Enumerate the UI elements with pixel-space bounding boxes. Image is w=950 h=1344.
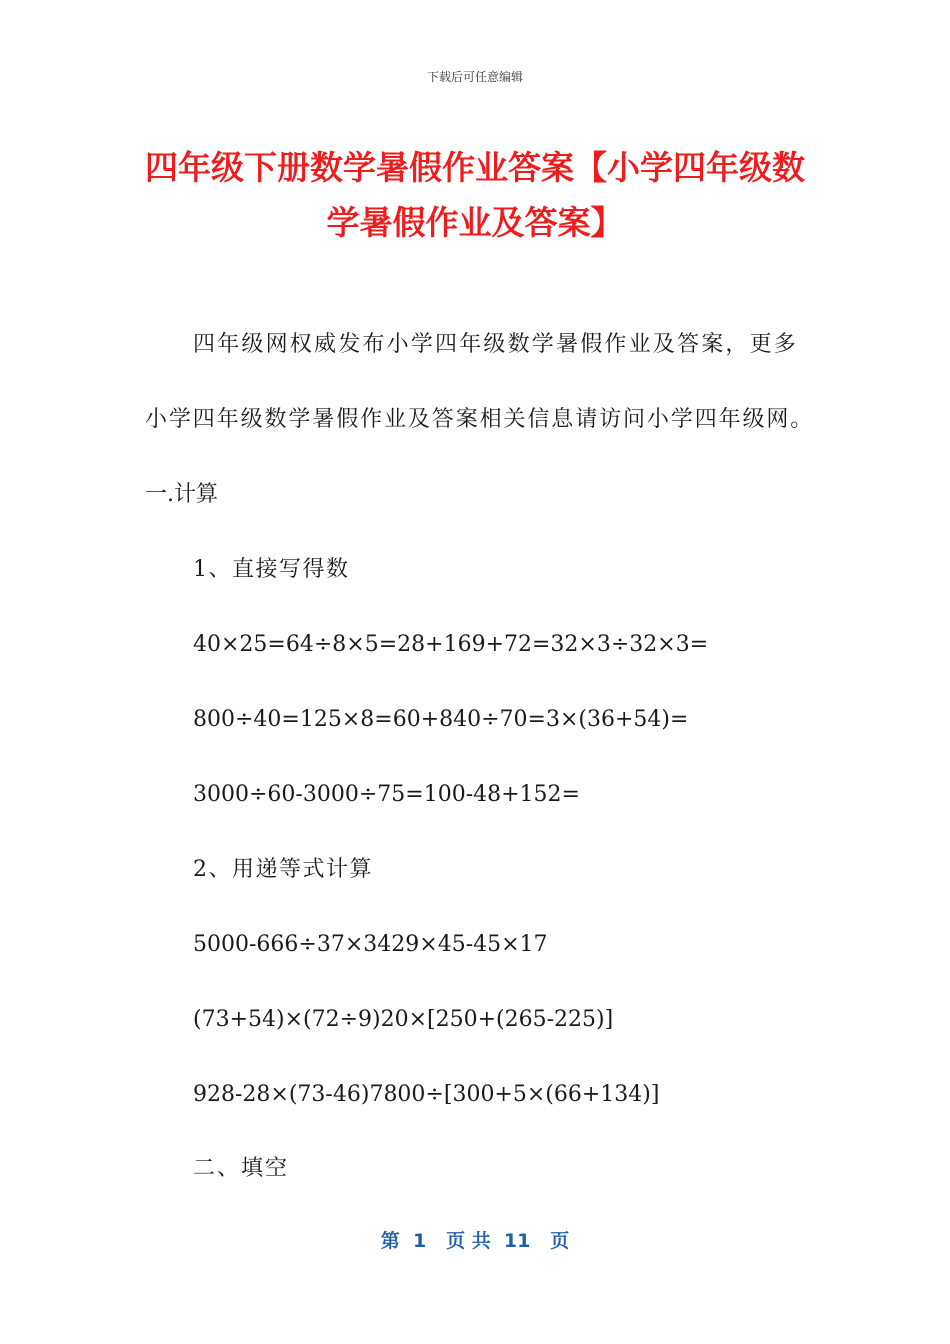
page-footer: 第 1 页 共 11 页 <box>380 1230 570 1252</box>
equation-line-4: 5000-666÷37×3429×45-45×17 <box>193 932 548 957</box>
subsection-heading-step-calculation: 2、用递等式计算 <box>193 857 373 882</box>
subsection-heading-direct-answers: 1、直接写得数 <box>193 557 350 582</box>
equation-line-6: 928-28×(73-46)7800÷[300+5×(66+134)] <box>193 1082 660 1107</box>
header-note: 下载后可任意编辑 <box>426 70 523 84</box>
intro-paragraph-line-2: 小学四年级数学暑假作业及答案相关信息请访问小学四年级网。 <box>145 407 815 432</box>
section-heading-calculation: 一.计算 <box>145 482 218 507</box>
section-heading-fill-blanks: 二、填空 <box>193 1156 290 1181</box>
equation-line-3: 3000÷60-3000÷75=100-48+152= <box>193 782 580 807</box>
document-title: 四年级下册数学暑假作业答案【小学四年级数学暑假作业及答案】 <box>145 148 805 242</box>
equation-line-2: 800÷40=125×8=60+840÷70=3×(36+54)= <box>193 707 689 732</box>
intro-paragraph-line-1: 四年级网权威发布小学四年级数学暑假作业及答案，更多 <box>193 332 799 357</box>
equation-line-1: 40×25=64÷8×5=28+169+72=32×3÷32×3= <box>193 632 709 657</box>
equation-line-5: (73+54)×(72÷9)20×[250+(265-225)] <box>193 1007 614 1032</box>
